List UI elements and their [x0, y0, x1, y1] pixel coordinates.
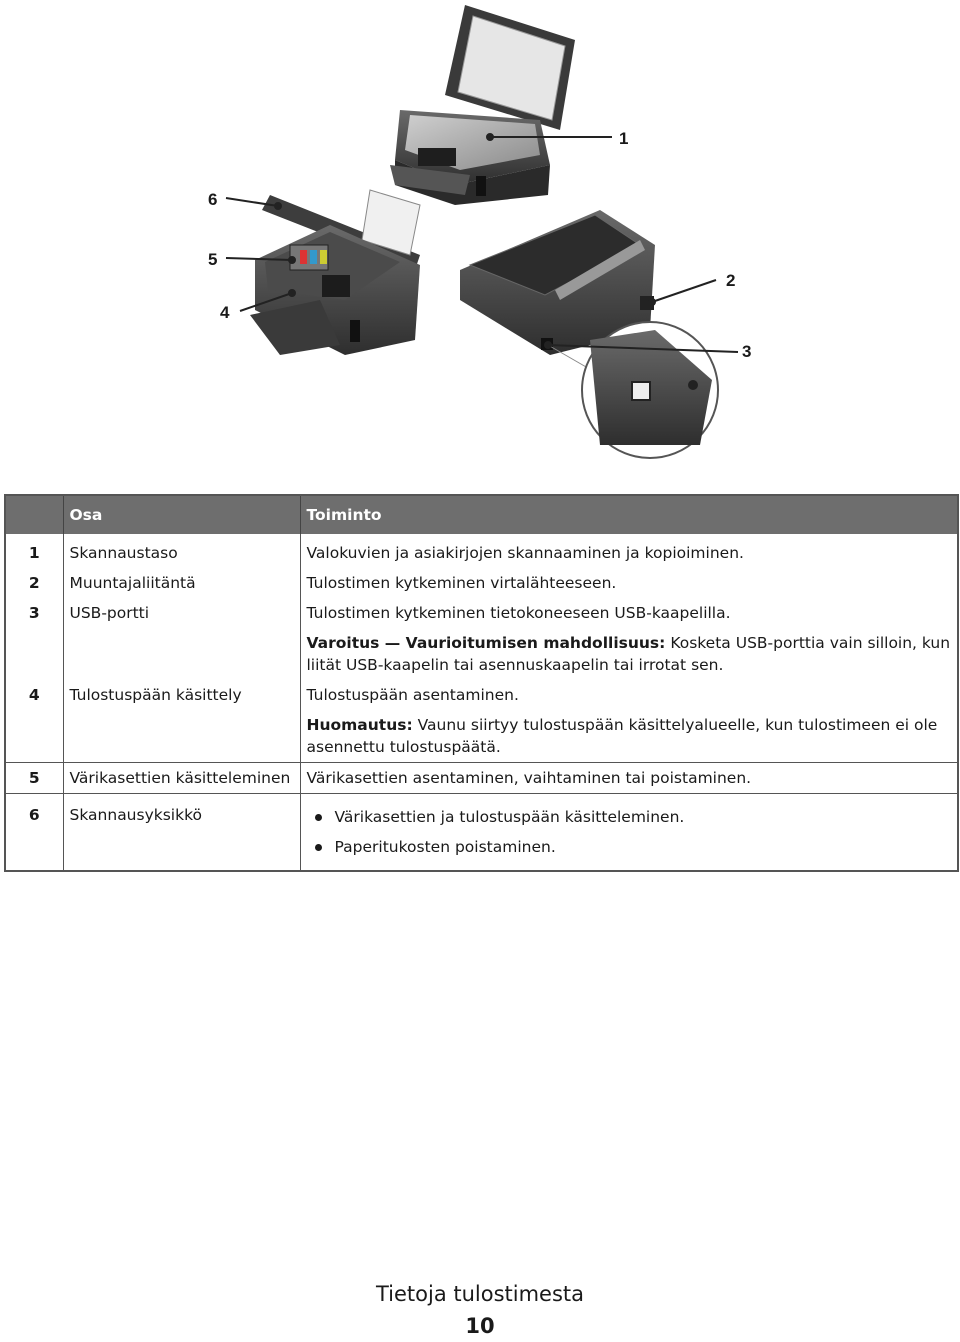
row-part: USB-portti	[63, 598, 300, 680]
warning-label: Varoitus — Vaurioitumisen mahdollisuus:	[306, 634, 666, 652]
row-function: Tulostimen kytkeminen virtalähteeseen.	[300, 568, 958, 598]
table-row	[5, 534, 958, 568]
row-part: Skannaustaso	[63, 534, 300, 568]
callout-6: 6	[208, 190, 218, 209]
list-item: Paperitukosten poistaminen.	[335, 836, 952, 858]
header-part: Osa	[63, 495, 300, 534]
row-function: Värikasettien asentaminen, vaihtaminen tai poistaminen.	[300, 763, 958, 794]
warning-note	[307, 632, 952, 676]
row-function: Tulostuspään asentaminen.	[306, 686, 519, 704]
table-row	[5, 680, 958, 763]
callout-4: 4	[220, 303, 230, 322]
footer-section-title: Tietoja tulostimesta	[375, 1282, 585, 1306]
row-number: 5	[5, 763, 63, 794]
row-number: 2	[28, 574, 40, 592]
table-row	[5, 763, 958, 794]
row-number: 3	[28, 604, 40, 622]
callout-5: 5	[208, 250, 218, 269]
callout-3: 3	[742, 342, 752, 361]
row-part: Tulostuspään käsittely	[63, 680, 300, 763]
warning-text: Kosketa USB-porttia vain silloin, kun liität USB-kaapelin tai asennuskaapelin tai irrotat sen.	[306, 634, 951, 674]
callout-2: 2	[726, 271, 736, 290]
row-function: Valokuvien ja asiakirjojen skannaaminen ja kopioiminen.	[300, 534, 958, 568]
page-number: 10	[465, 1314, 495, 1338]
row-function-cell	[300, 794, 958, 872]
row-part: Värikasettien käsitteleminen	[63, 763, 300, 794]
row-number: 4	[28, 686, 40, 704]
list-item: Värikasettien ja tulostuspään käsitteleminen.	[335, 806, 952, 828]
note-label: Huomautus:	[306, 716, 413, 734]
callout-1: 1	[619, 129, 629, 148]
parts-table	[4, 494, 959, 872]
row-function-cell	[300, 598, 958, 680]
info-note	[307, 714, 952, 758]
row-number: 6	[5, 794, 63, 872]
table-row	[5, 794, 958, 872]
row-part: Skannausyksikkö	[63, 794, 300, 872]
table-row	[5, 598, 958, 680]
row-function-cell	[300, 680, 958, 763]
row-number: 1	[28, 544, 40, 562]
table-header-row	[5, 495, 958, 534]
header-number	[5, 495, 63, 534]
printer-top-open-lid	[390, 5, 575, 205]
table-row	[5, 568, 958, 598]
bullet-list	[307, 806, 952, 858]
printer-left-open-scanner	[250, 190, 420, 355]
row-function: Tulostimen kytkeminen tietokoneeseen USB-kaapelilla.	[306, 604, 731, 622]
note-text: Vaunu siirtyy tulostuspään käsittelyalueelle, kun tulostimeen ei ole asennettu tulostuspäätä.	[306, 716, 938, 756]
header-function: Toiminto	[300, 495, 958, 534]
printer-illustration	[0, 0, 960, 480]
row-part: Muuntajaliitäntä	[63, 568, 300, 598]
